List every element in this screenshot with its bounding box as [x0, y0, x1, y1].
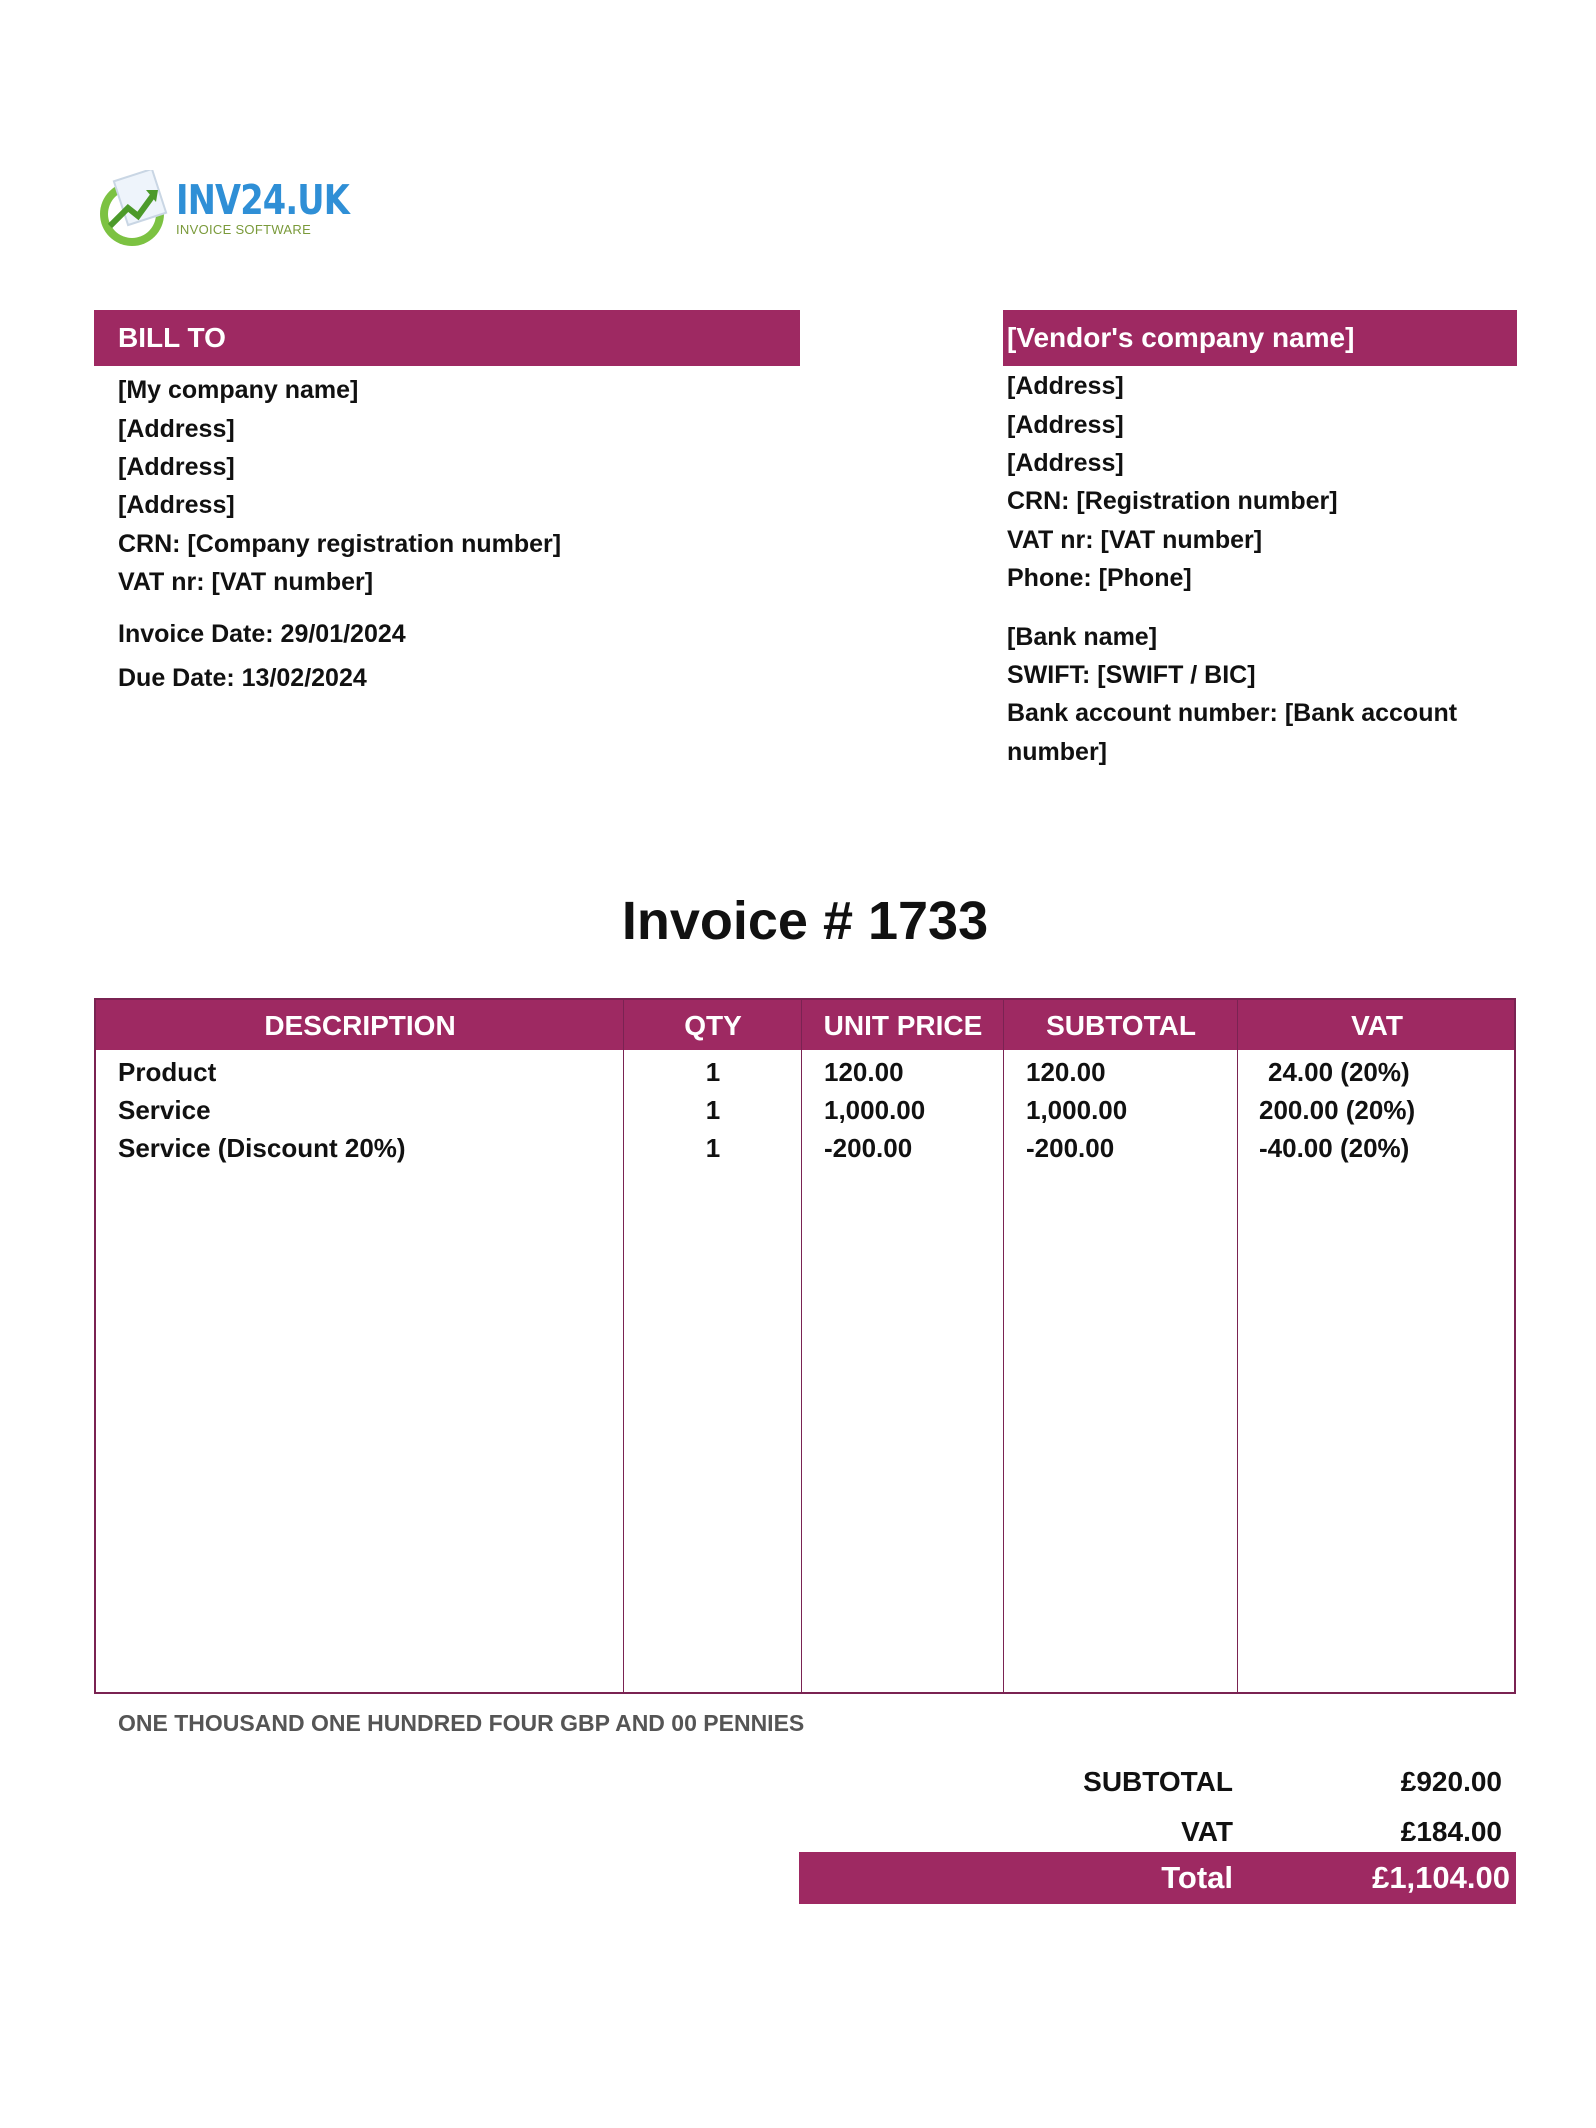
row-1-qty: 1 [705, 1057, 721, 1087]
bill-to-company-name: [My company name] [118, 376, 359, 404]
row-3-description: Service (Discount 20%) [118, 1133, 406, 1163]
vendor-address-2: [Address] [1007, 411, 1124, 439]
row-2-subtotal: 1,000.00 [1026, 1095, 1128, 1125]
bill-to-header: BILL TO [94, 310, 800, 366]
row-3-vat: -40.00 (20%) [1259, 1133, 1410, 1163]
vat-value: £184.00 [1400, 1816, 1502, 1847]
vendor-header: [Vendor's company name] [1003, 310, 1517, 366]
subtotal-value: £920.00 [1400, 1766, 1502, 1797]
vendor-bank-account: Bank account number: [Bank account [1007, 699, 1458, 727]
row-2-description: Service [118, 1095, 211, 1125]
amount-in-words: ONE THOUSAND ONE HUNDRED FOUR GBP AND 00 PENNIES [118, 1710, 805, 1736]
invoice-date: Invoice Date: 29/01/2024 [118, 620, 406, 648]
vendor-bank-name: [Bank name] [1007, 623, 1158, 651]
vendor-bank-account-cont: number] [1007, 738, 1107, 766]
row-2-qty: 1 [705, 1095, 721, 1125]
header-vat: VAT [1351, 1010, 1403, 1041]
vat-label: VAT [1181, 1816, 1233, 1847]
row-3-unit-price: -200.00 [824, 1133, 913, 1163]
header-description: DESCRIPTION [264, 1010, 456, 1041]
bill-to-address-2: [Address] [118, 453, 235, 481]
total-value: £1,104.00 [1372, 1860, 1510, 1895]
table-header-row [96, 1000, 1514, 1050]
logo-brand-text: INV24.UK [176, 176, 350, 224]
row-1-description: Product [118, 1057, 217, 1087]
header-qty: QTY [684, 1010, 742, 1041]
subtotal-label: SUBTOTAL [1083, 1766, 1233, 1797]
bill-to-crn: CRN: [Company registration number] [118, 530, 562, 558]
vendor-crn: CRN: [Registration number] [1007, 487, 1338, 515]
items-table [94, 998, 1516, 1694]
logo-icon [96, 170, 172, 250]
due-date: Due Date: 13/02/2024 [118, 664, 367, 692]
row-2-vat: 200.00 (20%) [1259, 1095, 1416, 1125]
logo-tagline: INVOICE SOFTWARE [176, 222, 312, 237]
column-divider [1003, 1000, 1004, 1692]
vendor-swift: SWIFT: [SWIFT / BIC] [1007, 661, 1256, 689]
total-label: Total [1161, 1860, 1233, 1895]
vendor-vat: VAT nr: [VAT number] [1007, 526, 1263, 554]
vendor-phone: Phone: [Phone] [1007, 564, 1192, 592]
header-subtotal: SUBTOTAL [1046, 1010, 1196, 1041]
row-2-unit-price: 1,000.00 [824, 1095, 926, 1125]
row-1-unit-price: 120.00 [824, 1057, 904, 1087]
bill-to-address-1: [Address] [118, 415, 235, 443]
row-3-qty: 1 [705, 1133, 721, 1163]
total-bar [799, 1852, 1516, 1904]
column-divider [1237, 1000, 1238, 1692]
invoice-title: Invoice # 1733 [621, 891, 989, 951]
row-3-subtotal: -200.00 [1026, 1133, 1115, 1163]
bill-to-address-3: [Address] [118, 491, 235, 519]
header-unit-price: UNIT PRICE [823, 1010, 983, 1041]
vendor-address-1: [Address] [1007, 372, 1124, 400]
row-1-subtotal: 120.00 [1026, 1057, 1106, 1087]
company-logo [96, 166, 350, 250]
bill-to-vat: VAT nr: [VAT number] [118, 568, 374, 596]
row-1-vat: 24.00 (20%) [1268, 1057, 1410, 1087]
vendor-address-3: [Address] [1007, 449, 1124, 477]
